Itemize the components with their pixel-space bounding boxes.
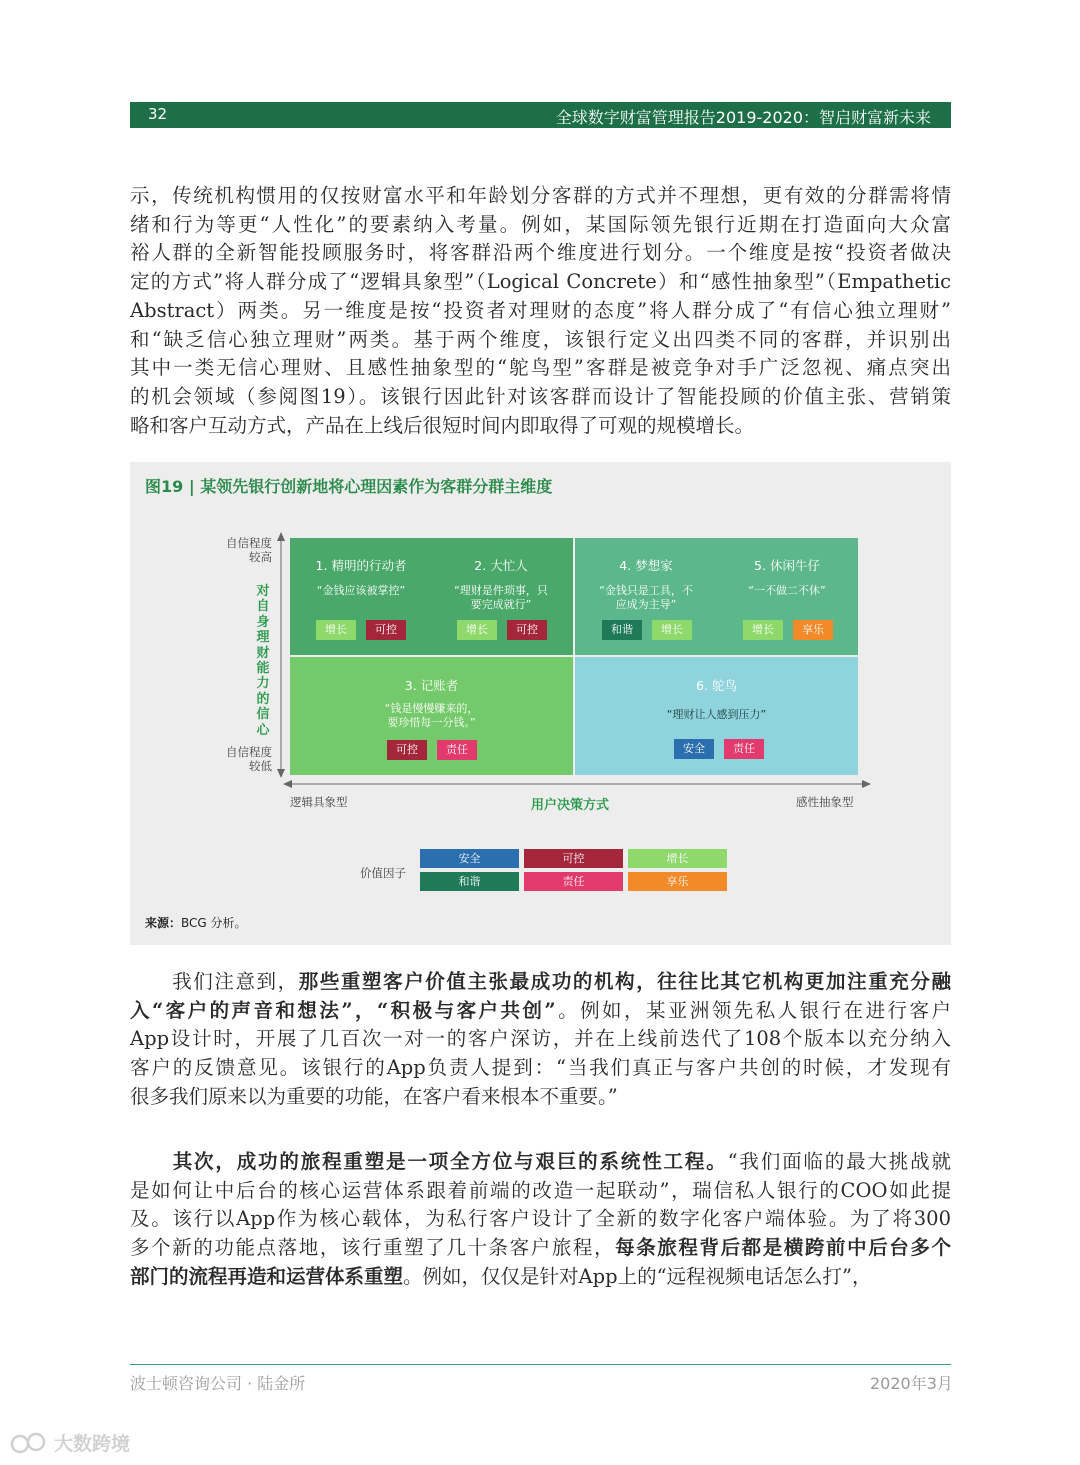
watermark-logo-icon <box>10 1430 50 1456</box>
segment-quote: “理财让人感到压力” <box>666 708 767 721</box>
segment-2-tags <box>457 620 547 640</box>
legend-safety: 安全 <box>420 849 519 868</box>
text-line <box>130 1263 951 1292</box>
text-run: “我们面临的最大挑战就 <box>727 1150 951 1173</box>
value-tag: 责任 <box>437 740 477 760</box>
text-line: 其中一类无信心理财、且感性抽象型的“鸵鸟型”客群是被竞争对手广泛忽视、痛点突出 <box>130 356 951 380</box>
bold-run: 每条旅程背后都是横跨前中后台多个 <box>615 1236 951 1260</box>
segment-4-tags <box>602 620 692 640</box>
segment-quote: “金钱只是工具，不 应成为主导” <box>599 584 693 611</box>
text-run: 。例如，仅仅是针对App上的“远程视频电话怎么打”， <box>403 1264 872 1288</box>
x-axis-right-label: 感性抽象型 <box>796 795 854 809</box>
text-line: 绪和行为等更“人性化”的要素纳入考量。例如，某国际领先银行近期在打造面向大众富 <box>130 212 951 236</box>
value-tag: 享乐 <box>793 620 833 640</box>
text-run: 。例如，某亚洲领先私人银行在进行客户 <box>555 998 951 1022</box>
y-axis-title: 对 自 身 理 财 能 力 的 信 心 <box>256 584 270 738</box>
text-line: 很多我们原来以为重要的功能，在客户看来根本不重要。” <box>130 1084 618 1108</box>
text-line: 和“缺乏信心独立理财”两类。基于两个维度，该银行定义出四类不同的客群，并识别出 <box>130 327 951 351</box>
text-run: 多个新的功能点落地，该行重塑了几十条客户旅程， <box>130 1236 616 1260</box>
legend-responsibility: 责任 <box>524 872 623 891</box>
segment-quote: “理财是件琐事，只 要完成就行” <box>454 584 548 611</box>
text-line <box>130 1148 951 1177</box>
figure-source <box>145 914 247 931</box>
report-title: 全球数字财富管理报告2019-2020：智启财富新未来 <box>555 108 931 127</box>
watermark <box>10 1429 130 1456</box>
value-tag: 可控 <box>387 740 427 760</box>
y-axis-high-label: 自信程度 较高 <box>226 536 272 564</box>
figure-19 <box>130 462 951 945</box>
segment-name: 6. 鸵鸟 <box>696 678 737 693</box>
figure-title: 图19 | 某领先银行创新地将心理因素作为客群分群主维度 <box>145 477 553 496</box>
text-line: 是如何让中后台的核心运营体系跟着前端的改造一起联动”，瑞信私人银行的COO如此提 <box>130 1178 951 1202</box>
value-tag: 增长 <box>457 620 497 640</box>
watermark-text: 大数跨境 <box>54 1433 131 1455</box>
segment-quote: “钱是慢慢赚来的， 要珍惜每一分钱。” <box>384 702 479 729</box>
x-axis-left-label: 逻辑具象型 <box>290 795 348 809</box>
text-line <box>130 1234 951 1263</box>
value-tag: 增长 <box>652 620 692 640</box>
legend-harmony: 和谐 <box>420 872 519 891</box>
text-line: App设计时，开展了几百次一对一的客户深访，并在上线前迭代了108个版本以充分纳入 <box>130 1027 951 1051</box>
value-tag: 可控 <box>507 620 547 640</box>
segment-6 <box>575 676 858 722</box>
paragraph-intro <box>130 182 951 440</box>
segment-5-tags <box>743 620 833 640</box>
segment-quote: “金钱应该被掌控” <box>316 584 406 597</box>
paragraph-co-creation <box>130 968 951 1112</box>
text-line: 定的方式”将人群分成了“逻辑具象型”（Logical Concrete）和“感性抽象型”（Empathetic <box>130 270 951 294</box>
y-axis-low-label: 自信程度 较低 <box>226 745 272 773</box>
source-text: BCG 分析。 <box>181 916 247 930</box>
text-run: 我们注意到， <box>172 970 299 993</box>
x-axis-title: 用户决策方式 <box>531 798 610 813</box>
text-line: 客户的反馈意见。该银行的App负责人提到：“当我们真正与客户共创的时候，才发现有 <box>130 1056 951 1080</box>
bold-run: 部门的流程再造和运营体系重塑 <box>130 1264 404 1288</box>
segment-1 <box>290 556 432 598</box>
footer-date: 2020年3月 <box>870 1374 953 1393</box>
value-tag: 增长 <box>316 620 356 640</box>
segment-6-tags <box>674 739 764 759</box>
segment-4 <box>575 556 717 612</box>
segment-quote: “一不做二不休” <box>748 584 826 597</box>
value-tag: 可控 <box>366 620 406 640</box>
segment-name: 3. 记账者 <box>404 678 459 693</box>
segment-3-tags <box>387 740 477 760</box>
segment-3 <box>290 676 573 730</box>
segment-name: 1. 精明的行动者 <box>315 558 407 573</box>
value-tag: 增长 <box>743 620 783 640</box>
bold-run: 那些重塑客户价值主张最成功的机构，往往比其它机构更加注重充分融 <box>298 970 951 993</box>
bold-run: 入“客户的声音和想法”，“积极与客户共创” <box>130 998 556 1022</box>
segment-name: 5. 休闲牛仔 <box>754 558 820 573</box>
text-line: 略和客户互动方式，产品在上线后很短时间内即取得了可观的规模增长。 <box>130 413 755 437</box>
value-tag: 责任 <box>724 739 764 759</box>
text-line: 示，传统机构惯用的仅按财富水平和年龄划分客群的方式并不理想，更有效的分群需将情 <box>130 184 951 207</box>
page-number: 32 <box>148 105 168 123</box>
value-tag: 和谐 <box>602 620 642 640</box>
segment-name: 4. 梦想家 <box>619 558 673 573</box>
footer-publisher: 波士顿咨询公司 · 陆金所 <box>130 1374 306 1393</box>
segment-name: 2. 大忙人 <box>474 558 528 573</box>
bold-run: 其次，成功的旅程重塑是一项全方位与艰巨的系统性工程。 <box>172 1150 728 1173</box>
source-label: 来源： <box>145 916 182 930</box>
text-line: Abstract）两类。另一维度是按“投资者对理财的态度”将人群分成了“有信心独立理财” <box>130 298 951 322</box>
text-line: 及。该行以App作为核心载体，为私行客户设计了全新的数字化客户端体验。为了将300 <box>130 1207 951 1231</box>
footer-divider <box>130 1364 951 1365</box>
legend-growth: 增长 <box>628 849 727 868</box>
legend-enjoyment: 享乐 <box>628 872 727 891</box>
segment-5 <box>716 556 858 598</box>
text-line <box>130 997 951 1026</box>
segment-1-tags <box>316 620 406 640</box>
segment-2 <box>430 556 572 612</box>
legend-title: 价值因子 <box>360 866 406 880</box>
value-tag: 安全 <box>674 739 714 759</box>
text-line: 裕人群的全新智能投顾服务时，将客群沿两个维度进行划分。一个维度是按“投资者做决 <box>130 241 951 265</box>
text-line: 的机会领域（参阅图19）。该银行因此针对该客群而设计了智能投顾的价值主张、营销策 <box>130 384 951 408</box>
header-bar <box>130 102 951 128</box>
text-line <box>130 968 951 997</box>
paragraph-journey <box>130 1148 951 1292</box>
legend-control: 可控 <box>524 849 623 868</box>
